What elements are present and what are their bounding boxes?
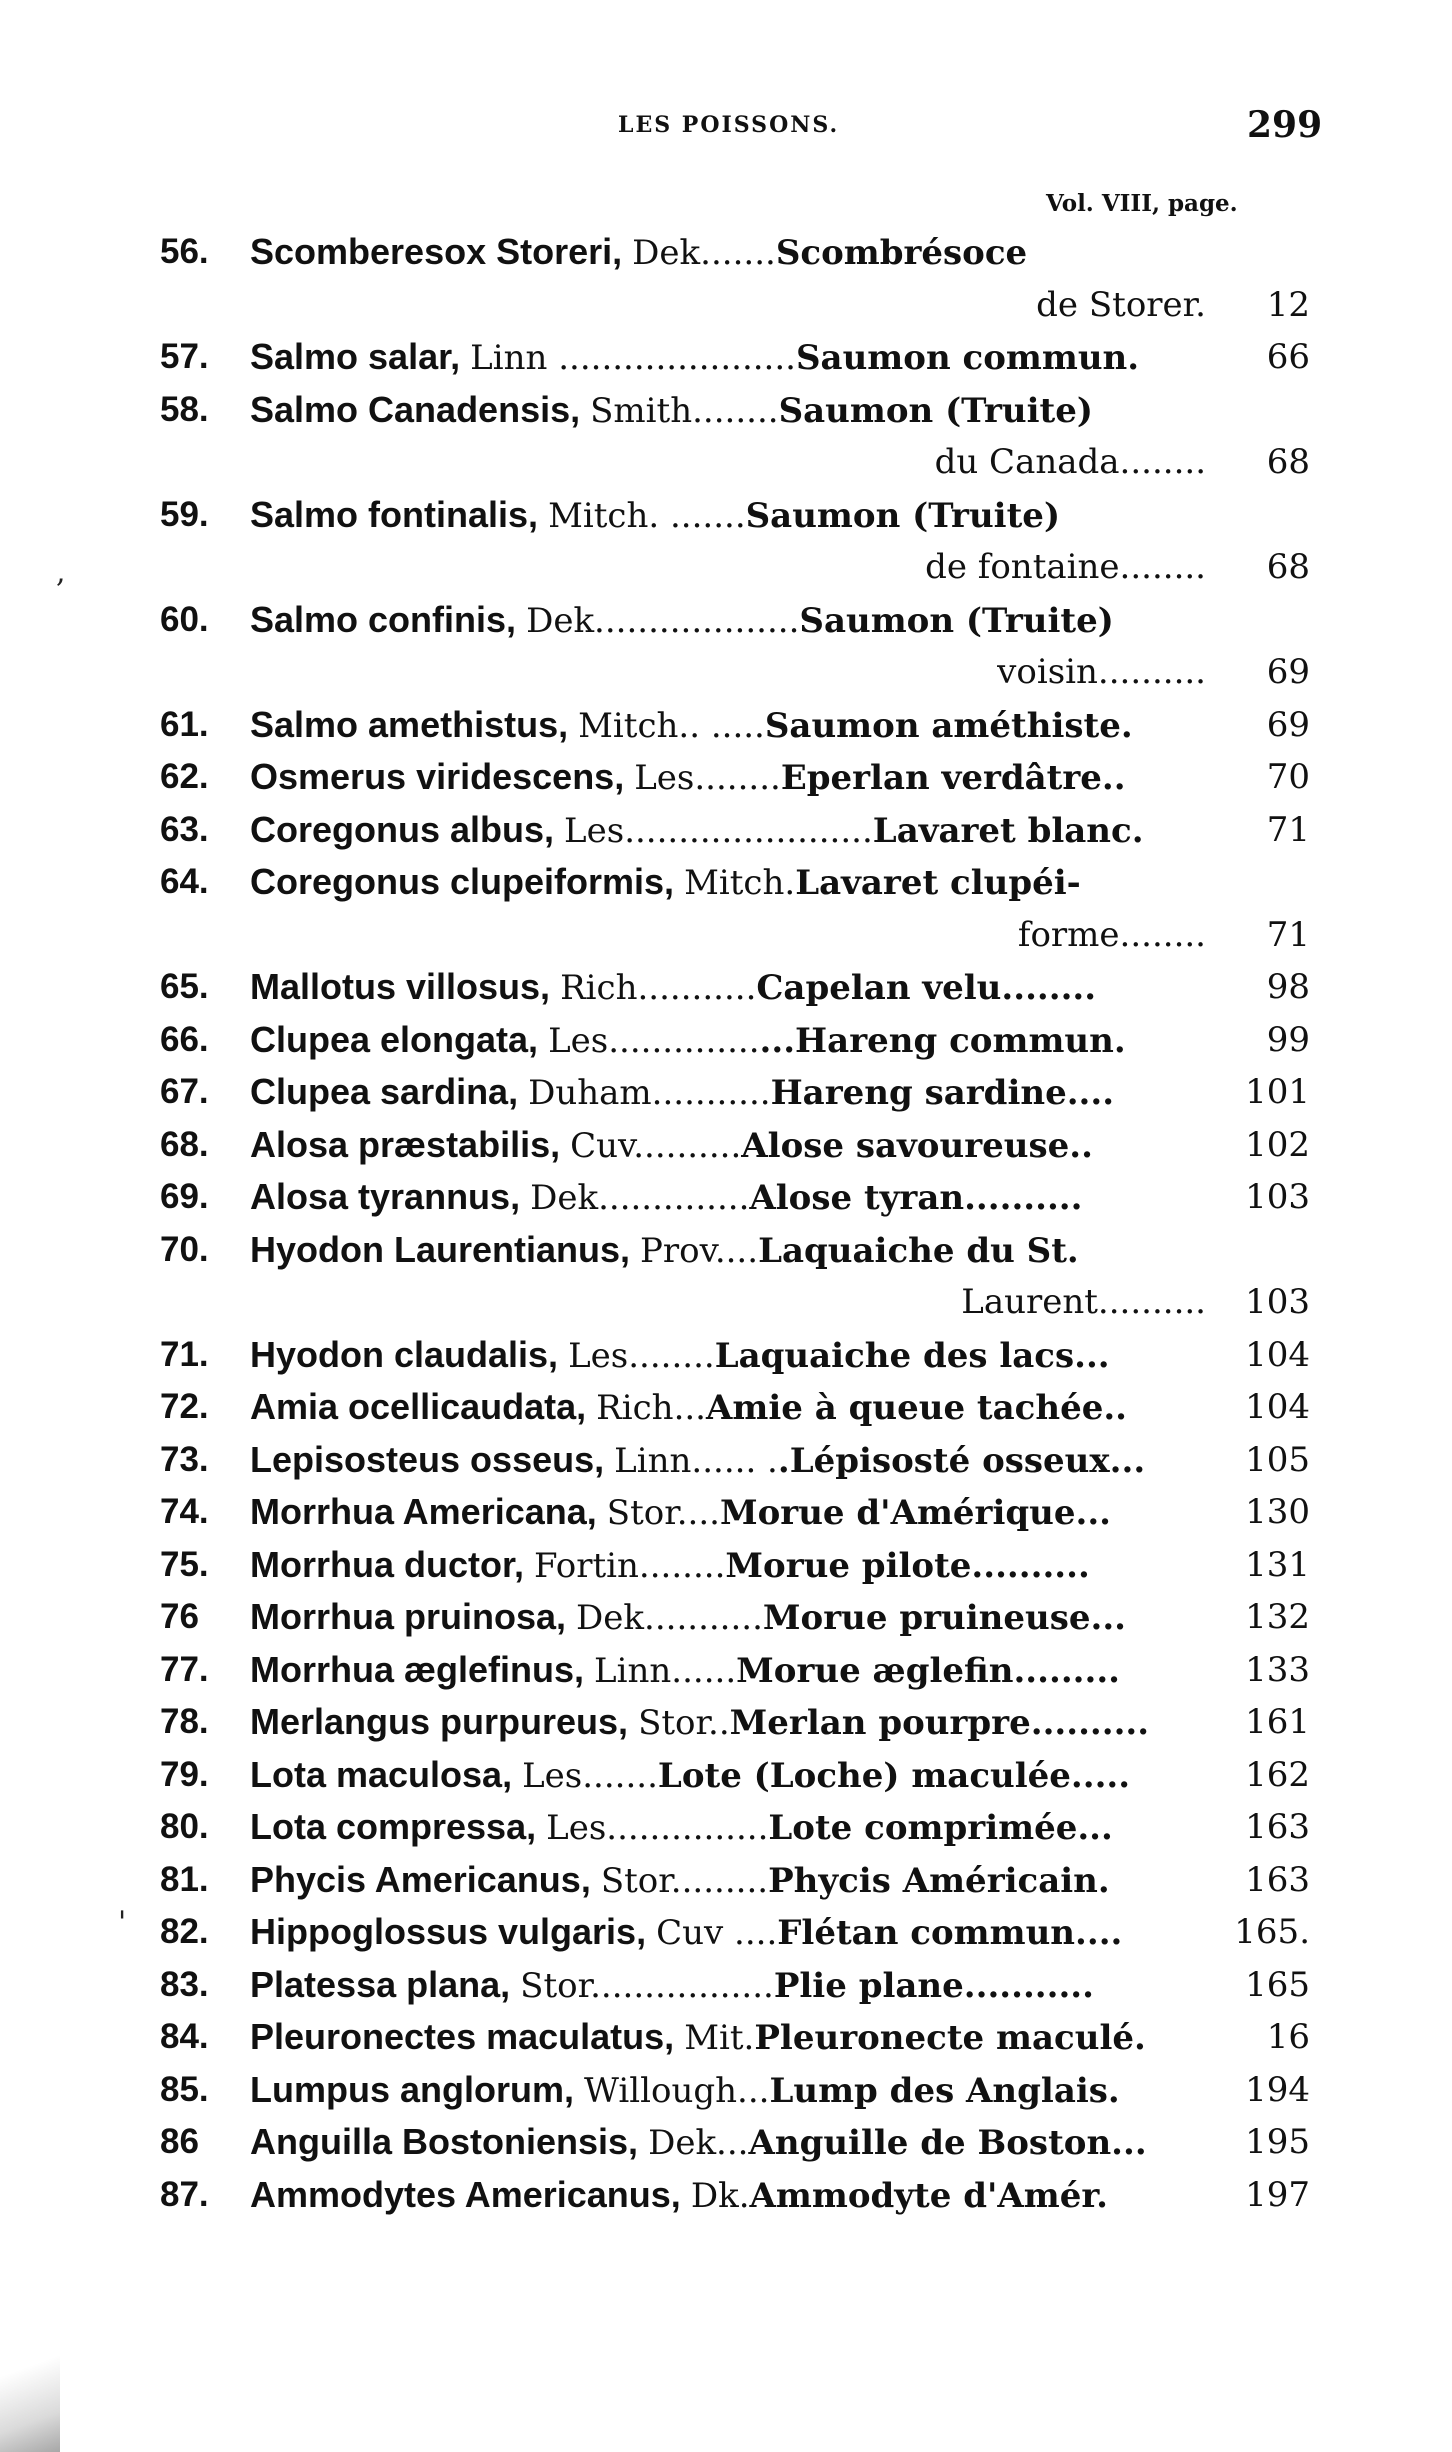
french-name: Ammodyte d'Amér. bbox=[749, 2175, 1109, 2216]
list-item bbox=[160, 1329, 1310, 1382]
entry-number: 63. bbox=[160, 809, 209, 849]
french-name: Morue pruineuse... bbox=[762, 1598, 1127, 1638]
french-name-continuation: forme........ bbox=[1017, 914, 1206, 955]
list-item bbox=[160, 594, 1310, 699]
latin-name bbox=[250, 699, 1133, 753]
entry-number: 70. bbox=[160, 1229, 209, 1269]
french-name: Morue pilote.......... bbox=[725, 1545, 1090, 1586]
volume-page-number: 194 bbox=[1245, 2069, 1310, 2110]
latin-name bbox=[250, 594, 1114, 648]
latin-name bbox=[250, 2169, 1108, 2223]
entry-number: 75. bbox=[160, 1544, 209, 1584]
list-item bbox=[160, 489, 1310, 594]
entry-number: 76 bbox=[160, 1597, 199, 1636]
list-item bbox=[160, 2116, 1310, 2169]
entry-line bbox=[160, 1224, 1310, 1277]
list-item bbox=[160, 226, 1310, 331]
latin-name bbox=[250, 1591, 1126, 1645]
french-name: Capelan velu........ bbox=[756, 968, 1097, 1008]
entry-line bbox=[160, 1854, 1310, 1907]
latin-name bbox=[250, 856, 1081, 910]
author-name: Mitch. bbox=[684, 863, 796, 903]
list-item bbox=[160, 856, 1310, 961]
page-number: 299 bbox=[1247, 104, 1323, 146]
author-name: Dek.............. bbox=[530, 1178, 750, 1218]
species-list bbox=[160, 226, 1310, 2221]
author-name: Stor......... bbox=[600, 1860, 769, 1901]
scan-speck: ' bbox=[118, 1905, 127, 1940]
entry-number: 78. bbox=[160, 1702, 209, 1741]
french-name: Anguille de Boston... bbox=[748, 2123, 1147, 2163]
french-name: .Lépisosté osseux... bbox=[777, 1440, 1146, 1481]
volume-page-number: 98 bbox=[1266, 967, 1310, 1007]
author-name: Les....... bbox=[522, 1755, 658, 1796]
latin-name-text: Lumpus anglorum, bbox=[250, 2068, 574, 2110]
entry-continuation-line bbox=[160, 279, 1310, 332]
author-name: Cuv .... bbox=[656, 1913, 778, 1953]
latin-name-text: Lepisosteus osseus, bbox=[250, 1438, 605, 1480]
volume-page-number: 162 bbox=[1245, 1754, 1310, 1795]
entry-number: 72. bbox=[160, 1387, 209, 1426]
latin-name-text: Pleuronectes maculatus, bbox=[250, 2016, 675, 2057]
author-name: Linn...... bbox=[594, 1650, 737, 1691]
entry-line bbox=[160, 1014, 1310, 1067]
latin-name-text: Clupea sardina, bbox=[250, 1071, 519, 1112]
volume-page-number: 195 bbox=[1245, 2122, 1310, 2162]
list-item bbox=[160, 1224, 1310, 1329]
french-name: Morue æglefin......... bbox=[736, 1650, 1121, 1691]
latin-name bbox=[250, 1224, 1079, 1278]
latin-name-text: Scomberesox Storeri, bbox=[250, 231, 623, 272]
entry-continuation-line bbox=[160, 909, 1310, 962]
french-name: Hareng sardine.... bbox=[770, 1073, 1115, 1113]
list-item bbox=[160, 331, 1310, 384]
entry-number: 84. bbox=[160, 2017, 209, 2056]
volume-page-number: 104 bbox=[1245, 1334, 1310, 1375]
latin-name bbox=[250, 1014, 1126, 1068]
french-name: Lavaret blanc. bbox=[872, 810, 1144, 851]
latin-name-text: Morrhua Americana, bbox=[250, 1491, 597, 1532]
entry-number: 65. bbox=[160, 967, 209, 1006]
volume-page-number: 103 bbox=[1245, 1177, 1310, 1217]
list-item bbox=[160, 1591, 1310, 1644]
latin-name-text: Phycis Americanus, bbox=[250, 1858, 591, 1900]
entry-line bbox=[160, 331, 1310, 384]
author-name: Rich... bbox=[596, 1388, 706, 1428]
latin-name bbox=[250, 489, 1060, 543]
french-name-continuation: de fontaine........ bbox=[925, 547, 1206, 587]
latin-name bbox=[250, 961, 1096, 1015]
latin-name-text: Lota compressa, bbox=[250, 1806, 537, 1847]
entry-line bbox=[160, 2011, 1310, 2064]
volume-page-number: 197 bbox=[1245, 2174, 1310, 2215]
author-name: Dek........... bbox=[576, 1598, 763, 1638]
list-item bbox=[160, 1696, 1310, 1749]
list-item bbox=[160, 1381, 1310, 1434]
entry-number: 59. bbox=[160, 494, 209, 534]
list-item bbox=[160, 1119, 1310, 1172]
author-name: Smith........ bbox=[590, 390, 779, 431]
list-item bbox=[160, 1854, 1310, 1907]
author-name: Dk. bbox=[690, 2175, 750, 2216]
entry-line bbox=[160, 1119, 1310, 1172]
entry-line bbox=[160, 1329, 1310, 1382]
volume-page-number: 71 bbox=[1266, 914, 1310, 955]
latin-name bbox=[250, 804, 1144, 858]
latin-name bbox=[250, 1749, 1130, 1803]
entry-number: 87. bbox=[160, 2174, 209, 2214]
author-name: Mit. bbox=[684, 2018, 755, 2058]
french-name: Lavaret clupéi- bbox=[795, 863, 1081, 903]
latin-name bbox=[250, 1644, 1120, 1698]
latin-name-text: Merlangus purpureus, bbox=[250, 1701, 629, 1742]
author-name: Prov.... bbox=[640, 1230, 759, 1271]
latin-name bbox=[250, 384, 1093, 438]
entry-line bbox=[160, 594, 1310, 647]
entry-number: 67. bbox=[160, 1072, 209, 1111]
author-name: Mitch. ....... bbox=[548, 495, 746, 536]
entry-line bbox=[160, 489, 1310, 542]
author-name: Linn ...................... bbox=[470, 338, 796, 378]
entry-line bbox=[160, 1591, 1310, 1644]
entry-line bbox=[160, 804, 1310, 857]
entry-number: 57. bbox=[160, 337, 209, 376]
latin-name bbox=[250, 1329, 1110, 1383]
latin-name-text: Clupea elongata, bbox=[250, 1018, 539, 1060]
french-name: Scombrésoce bbox=[775, 233, 1028, 273]
latin-name-text: Alosa præstabilis, bbox=[250, 1123, 561, 1165]
french-name: Saumon améthiste. bbox=[764, 705, 1133, 746]
entry-continuation-line bbox=[160, 541, 1310, 594]
list-item bbox=[160, 1014, 1310, 1067]
latin-name bbox=[250, 1434, 1145, 1488]
french-name: Plie plane........... bbox=[773, 1965, 1094, 2006]
french-name: Lump des Anglais. bbox=[769, 2070, 1120, 2111]
latin-name bbox=[250, 2011, 1146, 2065]
latin-name-text: Ammodytes Americanus, bbox=[250, 2173, 681, 2215]
french-name-continuation: voisin.......... bbox=[997, 652, 1206, 692]
latin-name-text: Anguilla Bostoniensis, bbox=[250, 2121, 639, 2162]
volume-page-number: 165 bbox=[1245, 1964, 1310, 2005]
french-name: Lote comprimée... bbox=[768, 1808, 1113, 1848]
volume-page-number: 99 bbox=[1266, 1019, 1310, 1060]
entry-number: 79. bbox=[160, 1754, 209, 1794]
list-item bbox=[160, 1486, 1310, 1539]
list-item bbox=[160, 2011, 1310, 2064]
volume-page-column-header: Vol. VIII, page. bbox=[1046, 190, 1238, 217]
entry-line bbox=[160, 226, 1310, 279]
list-item bbox=[160, 2169, 1310, 2222]
latin-name bbox=[250, 1119, 1093, 1173]
latin-name bbox=[250, 1486, 1111, 1540]
entry-line bbox=[160, 1696, 1310, 1749]
author-name: Dek....... bbox=[632, 233, 776, 273]
list-item bbox=[160, 1749, 1310, 1802]
latin-name bbox=[250, 1854, 1110, 1908]
latin-name-text: Morrhua æglefinus, bbox=[250, 1648, 585, 1690]
entry-number: 60. bbox=[160, 599, 209, 639]
author-name: Fortin........ bbox=[534, 1545, 726, 1586]
entry-number: 58. bbox=[160, 389, 209, 429]
author-name: Dek... bbox=[648, 2123, 749, 2163]
latin-name-text: Morrhua ductor, bbox=[250, 1543, 525, 1585]
list-item bbox=[160, 1644, 1310, 1697]
latin-name bbox=[250, 331, 1139, 385]
volume-page-number: 102 bbox=[1245, 1124, 1310, 1165]
list-item bbox=[160, 1066, 1310, 1119]
volume-page-number: 69 bbox=[1266, 704, 1310, 745]
french-name: Saumon (Truite) bbox=[799, 600, 1114, 641]
volume-page-number: 132 bbox=[1245, 1597, 1310, 1637]
volume-page-number: 165. bbox=[1234, 1912, 1310, 1952]
entry-number: 80. bbox=[160, 1807, 209, 1846]
author-name: Linn...... . bbox=[614, 1440, 778, 1481]
entry-line bbox=[160, 2064, 1310, 2117]
french-name-continuation: du Canada........ bbox=[934, 442, 1206, 482]
latin-name-text: Osmerus viridescens, bbox=[250, 756, 625, 797]
author-name: Mitch.. ..... bbox=[578, 705, 765, 746]
author-name: Willough... bbox=[584, 2070, 770, 2111]
latin-name bbox=[250, 1539, 1090, 1593]
entry-line bbox=[160, 2169, 1310, 2222]
entry-line bbox=[160, 1906, 1310, 1959]
french-name: Saumon commun. bbox=[795, 338, 1140, 378]
volume-page-number: 163 bbox=[1245, 1807, 1310, 1847]
entry-number: 82. bbox=[160, 1912, 209, 1951]
latin-name-text: Mallotus villosus, bbox=[250, 966, 551, 1007]
volume-page-number: 130 bbox=[1245, 1492, 1310, 1532]
latin-name-text: Salmo salar, bbox=[250, 336, 461, 377]
entry-line bbox=[160, 1486, 1310, 1539]
french-name: ...Hareng commun. bbox=[759, 1020, 1126, 1061]
entry-line bbox=[160, 1959, 1310, 2012]
volume-page-number: 12 bbox=[1266, 284, 1310, 325]
entry-line bbox=[160, 1381, 1310, 1434]
author-name: Duham........... bbox=[528, 1073, 771, 1113]
volume-page-number: 66 bbox=[1266, 337, 1310, 377]
list-item bbox=[160, 1434, 1310, 1487]
latin-name bbox=[250, 226, 1027, 280]
entry-continuation-line bbox=[160, 436, 1310, 489]
french-name: Alose tyran.......... bbox=[749, 1178, 1083, 1218]
entry-line bbox=[160, 1801, 1310, 1854]
author-name: Stor................. bbox=[520, 1965, 774, 2006]
author-name: Les....................... bbox=[564, 810, 873, 851]
volume-page-number: 131 bbox=[1245, 1544, 1310, 1585]
volume-page-number: 68 bbox=[1266, 547, 1310, 587]
latin-name bbox=[250, 2064, 1120, 2118]
entry-line bbox=[160, 961, 1310, 1014]
entry-number: 56. bbox=[160, 232, 209, 271]
latin-name-text: Salmo fontinalis, bbox=[250, 493, 539, 535]
latin-name bbox=[250, 1696, 1149, 1750]
list-item bbox=[160, 2064, 1310, 2117]
list-item bbox=[160, 961, 1310, 1014]
entry-number: 73. bbox=[160, 1439, 209, 1479]
french-name-continuation: de Storer. bbox=[1036, 284, 1206, 325]
latin-name-text: Hippoglossus vulgaris, bbox=[250, 1911, 647, 1952]
french-name: Phycis Américain. bbox=[768, 1860, 1110, 1901]
french-name: Eperlan verdâtre.. bbox=[780, 758, 1126, 798]
french-name: Flétan commun.... bbox=[777, 1913, 1123, 1953]
entry-number: 83. bbox=[160, 1964, 209, 2004]
entry-number: 85. bbox=[160, 2069, 209, 2109]
list-item bbox=[160, 751, 1310, 804]
latin-name bbox=[250, 1906, 1122, 1960]
list-item bbox=[160, 699, 1310, 752]
entry-line bbox=[160, 751, 1310, 804]
latin-name-text: Lota maculosa, bbox=[250, 1753, 513, 1795]
french-name-continuation: Laurent.......... bbox=[961, 1282, 1206, 1322]
volume-page-number: 105 bbox=[1245, 1439, 1310, 1480]
volume-page-number: 69 bbox=[1266, 652, 1310, 692]
french-name: Merlan pourpre.......... bbox=[729, 1703, 1150, 1743]
latin-name-text: Salmo confinis, bbox=[250, 598, 517, 640]
french-name: Pleuronecte maculé. bbox=[754, 2018, 1146, 2058]
latin-name bbox=[250, 1801, 1113, 1855]
latin-name bbox=[250, 1959, 1094, 2013]
latin-name-text: Salmo amethistus, bbox=[250, 703, 569, 745]
entry-number: 71. bbox=[160, 1334, 209, 1374]
entry-number: 74. bbox=[160, 1492, 209, 1531]
author-name: Rich........... bbox=[560, 968, 757, 1008]
latin-name-text: Coregonus albus, bbox=[250, 808, 555, 850]
volume-page-number: 68 bbox=[1266, 442, 1310, 482]
latin-name-text: Amia ocellicaudata, bbox=[250, 1386, 587, 1427]
latin-name-text: Salmo Canadensis, bbox=[250, 388, 581, 430]
entry-continuation-line bbox=[160, 646, 1310, 699]
entry-continuation-line bbox=[160, 1276, 1310, 1329]
french-name: Laquaiche des lacs... bbox=[714, 1335, 1110, 1376]
volume-page-number: 70 bbox=[1266, 757, 1310, 797]
list-item bbox=[160, 384, 1310, 489]
latin-name-text: Morrhua pruinosa, bbox=[250, 1596, 567, 1637]
entry-line bbox=[160, 1066, 1310, 1119]
entry-number: 81. bbox=[160, 1859, 209, 1899]
entry-line bbox=[160, 384, 1310, 437]
volume-page-number: 103 bbox=[1245, 1282, 1310, 1322]
list-item bbox=[160, 1906, 1310, 1959]
scan-speck: , bbox=[56, 555, 66, 590]
volume-page-number: 163 bbox=[1245, 1859, 1310, 1900]
entry-number: 66. bbox=[160, 1019, 209, 1059]
volume-page-number: 16 bbox=[1266, 2017, 1310, 2057]
latin-name bbox=[250, 1171, 1082, 1225]
entry-number: 61. bbox=[160, 704, 209, 744]
volume-page-number: 71 bbox=[1266, 809, 1310, 850]
latin-name-text: Hyodon claudalis, bbox=[250, 1333, 559, 1375]
entry-number: 68. bbox=[160, 1124, 209, 1164]
latin-name-text: Hyodon Laurentianus, bbox=[250, 1228, 631, 1270]
author-name: Les.............. bbox=[548, 1020, 760, 1061]
volume-page-number: 101 bbox=[1245, 1072, 1310, 1112]
author-name: Cuv.......... bbox=[570, 1125, 742, 1166]
entry-number: 69. bbox=[160, 1177, 209, 1216]
french-name: Morue d'Amérique... bbox=[719, 1493, 1112, 1533]
latin-name bbox=[250, 751, 1126, 805]
entry-number: 64. bbox=[160, 862, 209, 901]
latin-name-text: Platessa plana, bbox=[250, 1963, 511, 2005]
latin-name-text: Alosa tyrannus, bbox=[250, 1176, 521, 1217]
author-name: Dek................... bbox=[526, 600, 800, 641]
entry-line bbox=[160, 1171, 1310, 1224]
volume-page-number: 161 bbox=[1245, 1702, 1310, 1742]
french-name: Saumon (Truite) bbox=[745, 495, 1061, 536]
latin-name bbox=[250, 1066, 1114, 1120]
french-name: Lote (Loche) maculée..... bbox=[657, 1755, 1131, 1796]
french-name: Amie à queue tachée.. bbox=[706, 1388, 1128, 1428]
entry-number: 86 bbox=[160, 2122, 199, 2161]
author-name: Les........ bbox=[634, 758, 781, 798]
list-item bbox=[160, 1539, 1310, 1592]
french-name: Laquaiche du St. bbox=[758, 1230, 1079, 1271]
entry-line bbox=[160, 699, 1310, 752]
author-name: Les........ bbox=[568, 1335, 715, 1376]
author-name: Stor.... bbox=[606, 1493, 720, 1533]
volume-page-number: 104 bbox=[1245, 1387, 1310, 1427]
entry-line bbox=[160, 1644, 1310, 1697]
author-name: Stor.. bbox=[638, 1703, 730, 1743]
author-name: Les............... bbox=[546, 1808, 769, 1848]
entry-line bbox=[160, 1539, 1310, 1592]
list-item bbox=[160, 1171, 1310, 1224]
list-item bbox=[160, 804, 1310, 857]
entry-line bbox=[160, 1749, 1310, 1802]
latin-name-text: Coregonus clupeiformis, bbox=[250, 861, 675, 902]
list-item bbox=[160, 1801, 1310, 1854]
french-name: Alose savoureuse.. bbox=[741, 1125, 1093, 1166]
entry-line bbox=[160, 2116, 1310, 2169]
running-title: LES POISSONS. bbox=[618, 112, 840, 138]
latin-name bbox=[250, 2116, 1147, 2170]
volume-page-number: 133 bbox=[1245, 1649, 1310, 1690]
entry-number: 62. bbox=[160, 757, 209, 796]
entry-number: 77. bbox=[160, 1649, 209, 1689]
entry-line bbox=[160, 1434, 1310, 1487]
entry-line bbox=[160, 856, 1310, 909]
list-item bbox=[160, 1959, 1310, 2012]
french-name: Saumon (Truite) bbox=[778, 390, 1093, 431]
page-corner-shadow bbox=[0, 2312, 60, 2452]
latin-name bbox=[250, 1381, 1127, 1435]
